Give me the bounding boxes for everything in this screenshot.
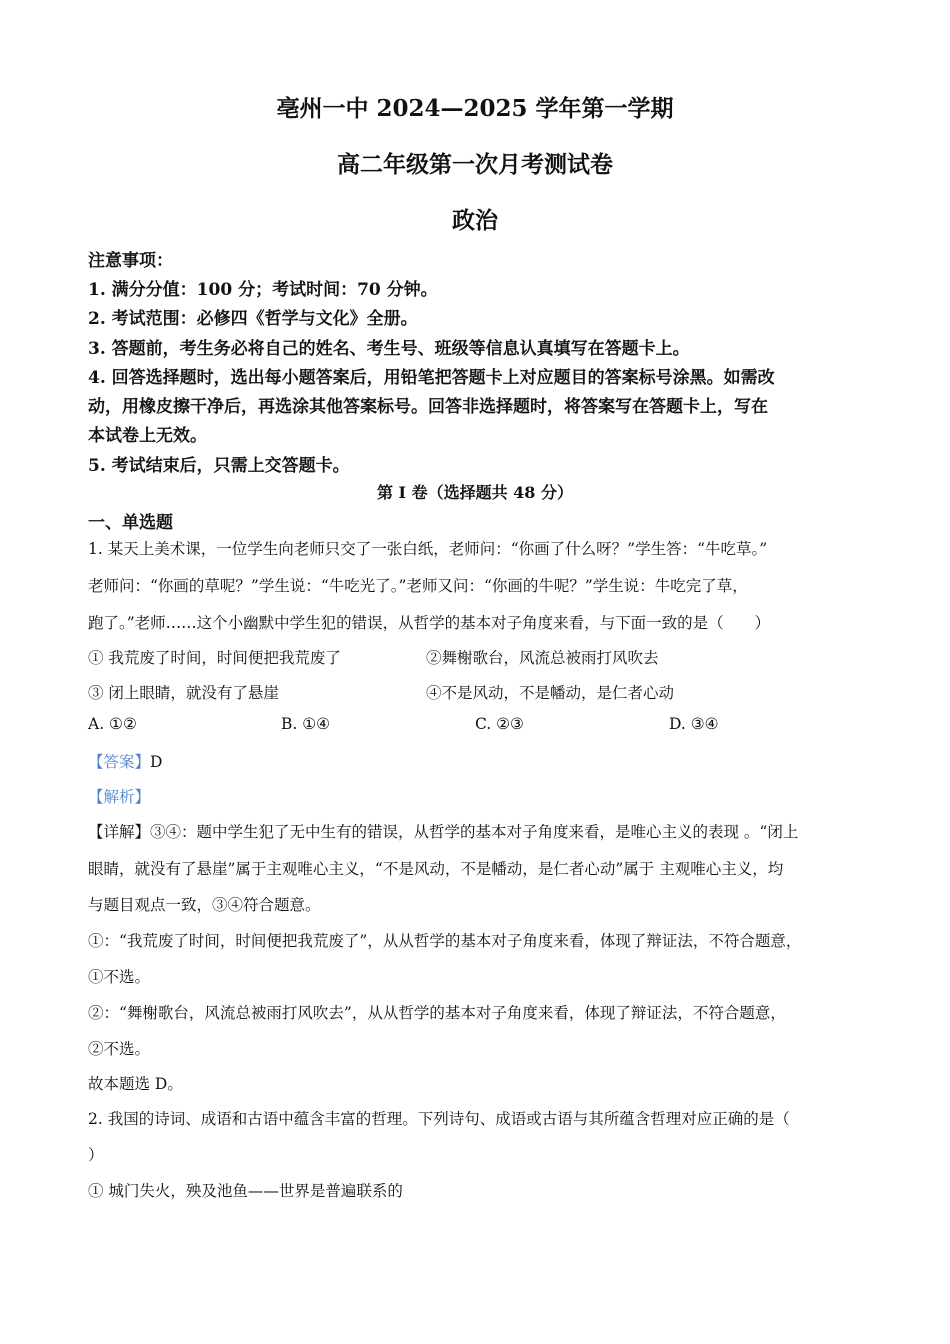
statement-1: ① 城门失火，殃及池鱼——世界是普遍联系的 (88, 1182, 403, 1200)
detail-line: 眼睛，就没有了悬崖”属于主观唯心主义，“不是风动，不是幡动，是仁者心动”属于 主观唯心主义，均 (88, 860, 784, 878)
question-stem: 老师问：“你画的草呢？”学生说：“牛吃光了。”老师又问：“你画的牛呢？”学生说：牛吃完了草， (88, 577, 748, 595)
notice-item: 本试卷上无效。 (88, 426, 207, 446)
statement-3: ③ 闭上眼睛，就没有了悬崖 (88, 684, 279, 702)
notice-item: 4. 回答选择题时，选出每小题答案后，用铅笔把答题卡上对应题目的答案标号涂黑。如需改 (88, 368, 775, 388)
statement-4: ④不是风动，不是幡动，是仁者心动 (426, 684, 675, 702)
notice-item: 3. 答题前，考生务必将自己的姓名、考生号、班级等信息认真填写在答题卡上。 (88, 339, 690, 359)
answer-label: 【答案】 (88, 753, 151, 771)
statement-2: ②舞榭歌台，风流总被雨打风吹去 (426, 649, 659, 667)
detail-line: 【详解】③④：题中学生犯了无中生有的错误，从哲学的基本对子角度来看，是唯心主义的表现 。“闭上 (88, 823, 799, 841)
question-stem: ） (88, 1146, 104, 1164)
exam-subtitle: 高二年级第一次月考测试卷 (337, 151, 613, 178)
answer-row (88, 750, 162, 772)
volume-heading: 第 I 卷（选择题共 48 分） (376, 483, 574, 502)
notice-heading: 注意事项： (88, 251, 173, 271)
exam-title: 亳州一中 2024—2025 学年第一学期 (276, 95, 674, 122)
notice-item: 1. 满分分值：100 分；考试时间：70 分钟。 (88, 280, 438, 300)
option-c: C. ②③ (475, 715, 524, 733)
option-b: B. ①④ (281, 715, 331, 733)
detail-line: ②：“舞榭歌台，风流总被雨打风吹去”，从从哲学的基本对子角度来看，体现了辩证法，不符合题意， (88, 1004, 786, 1022)
detail-line: ②不选。 (88, 1040, 151, 1058)
notice-item: 5. 考试结束后，只需上交答题卡。 (88, 456, 350, 476)
detail-line: ①：“我荒废了时间，时间便把我荒废了”，从从哲学的基本对子角度来看，体现了辩证法，不符合题意， (88, 932, 802, 950)
question-stem: 跑了。”老师……这个小幽默中学生犯的错误，从哲学的基本对子角度来看，与下面一致的是（ ） (88, 614, 771, 632)
option-d: D. ③④ (669, 715, 719, 733)
statement-1: ① 我荒废了时间，时间便把我荒废了 (88, 649, 341, 667)
subject-title: 政治 (452, 207, 498, 234)
detail-line: ①不选。 (88, 968, 151, 986)
detail-line: 与题目观点一致，③④符合题意。 (88, 896, 321, 914)
part-heading: 一、单选题 (88, 513, 173, 533)
option-a: A. ①② (88, 715, 137, 733)
notice-item: 2. 考试范围：必修四《哲学与文化》全册。 (88, 309, 418, 329)
answer-value: D (150, 753, 163, 771)
notice-item: 动，用橡皮擦干净后，再选涂其他答案标号。回答非选择题时，将答案写在答题卡上，写在 (88, 397, 768, 417)
analysis-label: 【解析】 (88, 788, 151, 806)
question-stem: 2. 我国的诗词、成语和古语中蕴含丰富的哲理。下列诗句、成语或古语与其所蕴含哲理对应正确的是（ (88, 1110, 790, 1128)
detail-line: 故本题选 D。 (88, 1075, 183, 1093)
question-stem: 1. 某天上美术课，一位学生向老师只交了一张白纸，老师问：“你画了什么呀？”学生答：“牛吃草。” (88, 540, 768, 558)
